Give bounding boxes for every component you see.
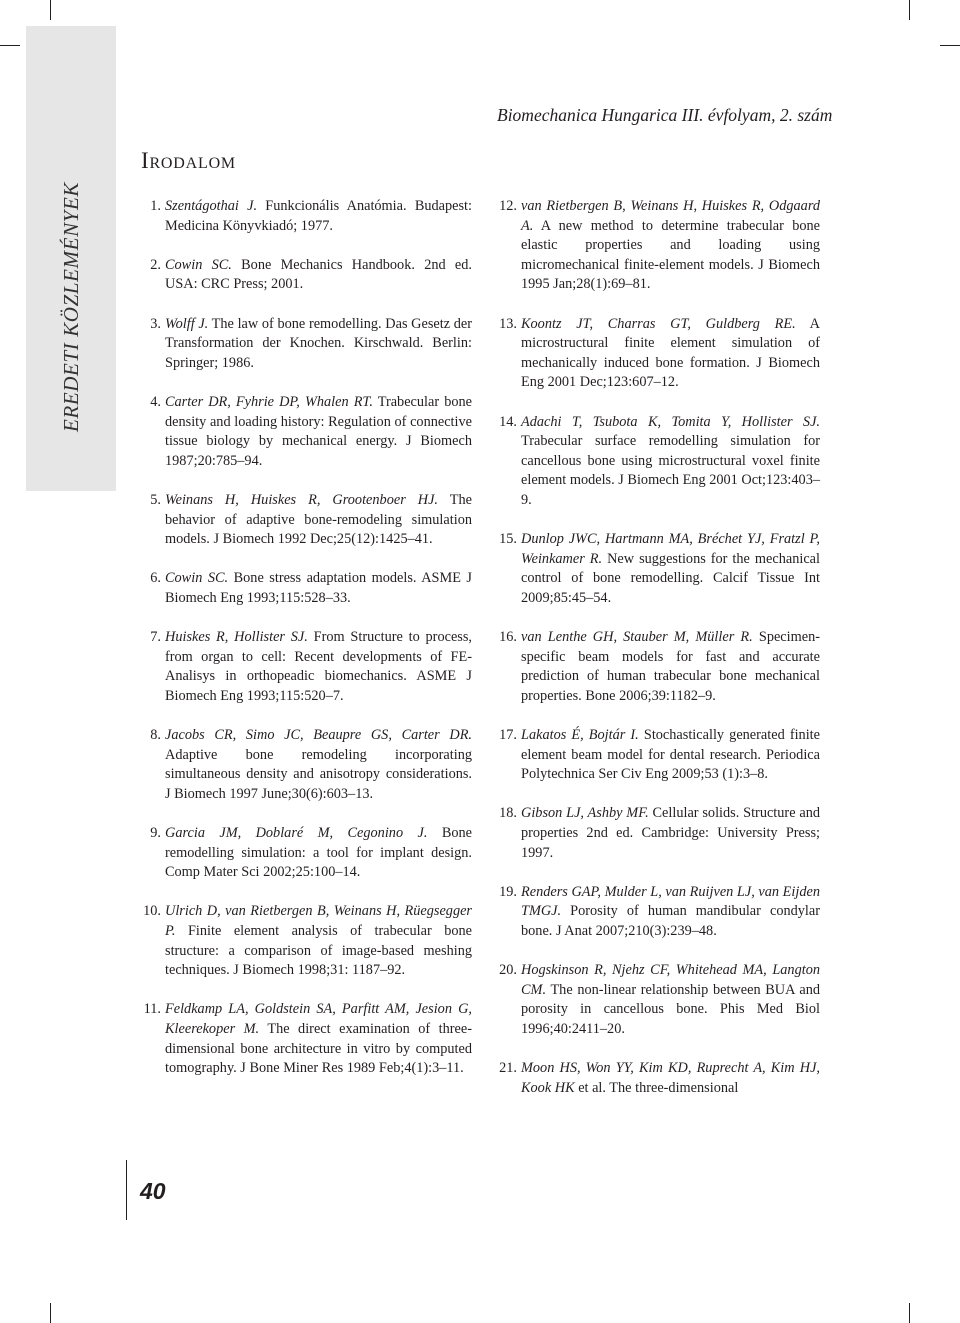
- reference-text: Cellular solids. Structure and properties 2nd ed. Cambridge: University Press; 1997.: [521, 805, 820, 861]
- reference-text: From Structure to process, from organ to cell: Recent developments of FE-Analisys in orthopeadic biomechanics. ASME J Biomech Eng 1993;115:520–7.: [165, 629, 472, 704]
- reference-item: [492, 413, 820, 511]
- references-right-column: [492, 197, 820, 1118]
- reference-authors: van Rietbergen B, Weinans H, Huiskes R, Odgaard A.: [521, 198, 820, 234]
- reference-authors: Gibson LJ, Ashby MF.: [521, 805, 649, 822]
- reference-text: Bone stress adaptation models. ASME J Biomech Eng 1993;115:528–33.: [165, 570, 472, 606]
- reference-authors: Renders GAP, Mulder L, van Ruijven LJ, van Eijden TMGJ.: [521, 883, 820, 920]
- section-heading: Irodalom: [141, 148, 236, 173]
- reference-number: 14.: [499, 413, 517, 430]
- reference-item: [136, 569, 472, 608]
- reference-text: Bone Mechanics Handbook. 2nd ed. USA: CRC Press; 2001.: [165, 256, 472, 293]
- reference-text: The direct examination of three-dimensional bone architecture in vitro by computed tomography. J Bone Miner Res 1989 Feb;4(1):3–11.: [165, 1020, 472, 1077]
- reference-authors: Szentágothai J.: [165, 198, 258, 214]
- reference-number: 16.: [499, 629, 517, 646]
- reference-item: [492, 804, 820, 863]
- reference-text: Porosity of human mandibular condylar bone. J Anat 2007;210(3):239–48.: [521, 903, 820, 939]
- reference-number: 21.: [499, 1060, 517, 1077]
- crop-mark: [0, 45, 20, 46]
- reference-number: 20.: [499, 962, 517, 979]
- reference-item: [492, 628, 820, 706]
- reference-item: [492, 883, 820, 942]
- reference-number: 6.: [150, 570, 161, 587]
- reference-number: 7.: [150, 629, 161, 646]
- reference-number: 12.: [499, 198, 517, 214]
- reference-authors: Carter DR, Fyhrie DP, Whalen RT.: [165, 393, 373, 410]
- reference-number: 2.: [150, 256, 161, 273]
- reference-text: Adaptive bone remodeling incorporating simultaneous density and anisotropy considerations. J Biomech 1997 June;30(6):603–13.: [165, 746, 472, 802]
- reference-number: 17.: [499, 727, 517, 744]
- reference-authors: Moon HS, Won YY, Kim KD, Ruprecht A, Kim HJ, Kook HK: [521, 1060, 820, 1096]
- crop-mark: [50, 1303, 51, 1323]
- reference-number: 10.: [143, 903, 161, 920]
- crop-mark: [909, 1303, 910, 1323]
- reference-item: [136, 491, 472, 550]
- reference-authors: van Lenthe GH, Stauber M, Müller R.: [521, 629, 753, 646]
- reference-number: 19.: [499, 883, 517, 900]
- reference-item: [136, 824, 472, 883]
- reference-item: [136, 393, 472, 471]
- reference-text: Bone remodelling simulation: a tool for implant design. Comp Mater Sci 2002;25:100–14.: [165, 825, 472, 881]
- reference-text: The non-linear relationship between BUA and porosity in cancellous bone. Phis Med Biol 1996;40:2411–20.: [521, 981, 820, 1037]
- reference-item: [136, 315, 472, 374]
- reference-text: New suggestions for the mechanical control of bone remodelling. Calcif Tissue Int 2009;85:45–54.: [521, 550, 820, 606]
- reference-authors: Cowin SC.: [165, 570, 229, 587]
- reference-number: 4.: [150, 393, 161, 410]
- reference-item: [492, 1059, 820, 1098]
- reference-number: 3.: [150, 315, 161, 332]
- reference-number: 13.: [499, 315, 517, 332]
- reference-authors: Koontz JT, Charras GT, Guldberg RE.: [521, 315, 796, 332]
- reference-text: Funkcionális Anatómia. Budapest: Medicina Könyvkiadó; 1977.: [165, 198, 473, 234]
- reference-number: 18.: [499, 805, 517, 822]
- reference-item: [136, 726, 472, 804]
- reference-number: 15.: [499, 531, 517, 548]
- reference-authors: Dunlop JWC, Hartmann MA, Bréchet YJ, Fratzl P, Weinkamer R.: [521, 531, 820, 567]
- reference-item: [492, 197, 820, 295]
- reference-number: 9.: [150, 825, 161, 841]
- reference-text: A new method to determine trabecular bone elastic properties and loading using micromechanical finite-element models. J Biomech 1995 Jan;28(1):69–81.: [521, 217, 820, 293]
- reference-authors: Huiskes R, Hollister SJ.: [165, 629, 308, 646]
- reference-item: [492, 726, 820, 785]
- reference-text: Finite element analysis of trabecular bone structure: a comparison of image-based meshing techniques. J Biomech 1998;31: 1187–92.: [165, 922, 472, 979]
- reference-item: [136, 256, 472, 295]
- reference-authors: Lakatos É, Bojtár I.: [521, 727, 639, 744]
- crop-mark: [940, 45, 960, 46]
- reference-authors: Garcia JM, Doblaré M, Cegonino J.: [165, 825, 428, 841]
- reference-authors: Adachi T, Tsubota K, Tomita Y, Hollister SJ.: [521, 413, 820, 430]
- reference-text: A microstructural finite element simulation of mechanically induced bone formation. J Biomech Eng 2001 Dec;123:607–12.: [521, 315, 820, 391]
- reference-authors: Hogskinson R, Njehz CF, Whitehead MA, Langton CM.: [521, 962, 820, 998]
- reference-item: [492, 315, 820, 393]
- reference-text: Stochastically generated finite element beam model for dental research. Periodica Polytechnica Ser Civ Eng 2009;53 (1):3–8.: [521, 727, 820, 783]
- reference-item: [492, 530, 820, 608]
- reference-item: [136, 628, 472, 706]
- reference-authors: Wolff J.: [165, 315, 209, 332]
- reference-text: Specimen-specific beam models for fast and accurate prediction of human trabecular bone mechanical properties. Bone 2006;39:1182–9.: [521, 629, 821, 704]
- reference-number: 11.: [143, 1001, 161, 1018]
- reference-text: et al. The three-dimensional: [574, 1079, 739, 1096]
- sidebar-section-label: EREDETI KÖZLEMÉNYEK: [58, 182, 83, 432]
- reference-authors: Feldkamp LA, Goldstein SA, Parfitt AM, Jesion G, Kleerekoper M.: [165, 1001, 472, 1037]
- reference-item: [492, 961, 820, 1039]
- page-rule: [126, 1160, 127, 1220]
- reference-authors: Jacobs CR, Simo JC, Beaupre GS, Carter DR.: [165, 727, 472, 744]
- references-left-column: [136, 197, 472, 1098]
- page-number: 40: [140, 1178, 166, 1204]
- crop-mark: [50, 0, 51, 20]
- reference-authors: Cowin SC.: [165, 256, 232, 273]
- reference-number: 5.: [150, 491, 161, 508]
- reference-text: Trabecular surface remodelling simulation for cancellous bone using microstructural voxel finite element models. J Biomech Eng 2001 Oct;123:403–9.: [521, 433, 820, 508]
- journal-header: Biomechanica Hungarica III. évfolyam, 2. szám: [497, 105, 833, 125]
- reference-item: [136, 197, 472, 236]
- section-sidebar: [26, 26, 116, 491]
- reference-item: [136, 902, 472, 980]
- reference-number: 1.: [150, 198, 161, 214]
- reference-authors: Weinans H, Huiskes R, Grootenboer HJ.: [165, 491, 439, 508]
- reference-text: The law of bone remodelling. Das Gesetz der Transformation der Knochen. Kirschwald. Berlin: Springer; 1986.: [165, 315, 473, 371]
- reference-text: Trabecular bone density and loading history: Regulation of connective tissue biology by mechanical energy. J Biomech 1987;20:785–94.: [165, 393, 472, 469]
- crop-mark: [909, 0, 910, 20]
- reference-item: [136, 1000, 472, 1078]
- reference-text: The behavior of adaptive bone-remodeling simulation models. J Biomech 1992 Dec;25(12):1425–41.: [165, 491, 472, 548]
- reference-authors: Ulrich D, van Rietbergen B, Weinans H, Rüegsegger P.: [165, 903, 472, 939]
- reference-number: 8.: [150, 727, 161, 744]
